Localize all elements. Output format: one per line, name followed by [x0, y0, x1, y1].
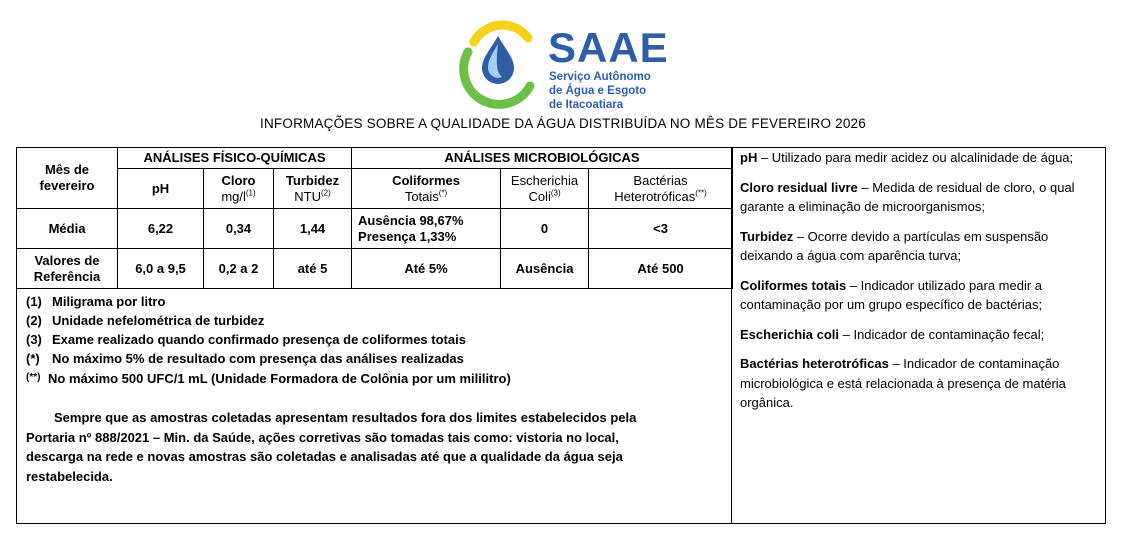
table-header-row	[17, 169, 733, 209]
glossary-desc: – Medida de residual de cloro, o qual garante a eliminação de microorganismos;	[740, 179, 1075, 214]
glossary	[740, 148, 1100, 423]
group-header-microbiological: ANÁLISES MICROBIOLÓGICAS	[352, 148, 733, 169]
glossary-item	[740, 354, 1100, 413]
col-header-cloro-label: Cloro	[221, 172, 256, 188]
table-header-row	[17, 148, 733, 169]
group-header-physicochemical: ANÁLISES FÍSICO-QUÍMICAS	[118, 148, 352, 169]
water-quality-table	[16, 147, 733, 289]
table-row	[17, 209, 733, 249]
footnote-item	[26, 311, 726, 330]
footnote-item	[26, 368, 726, 388]
col-header-coliformes-label: Coliformes	[392, 172, 460, 188]
footnote-ref: (2)	[320, 188, 331, 198]
row-label-referencia: Valores de Referência	[17, 249, 118, 289]
footnote-text: No máximo 5% de resultado com presença das análises realizadas	[52, 351, 464, 366]
col-header-bacterias-label: Bactérias	[633, 172, 688, 188]
glossary-item	[740, 178, 1100, 217]
unit-text: mg/l	[221, 188, 246, 204]
col-header-bacterias-sub	[591, 189, 730, 205]
footnote-key: (*)	[26, 351, 40, 366]
glossary-desc: – Indicador de contaminação fecal;	[839, 326, 1045, 342]
glossary-term: pH	[740, 150, 758, 165]
footnote-text: No máximo 500 UFC/1 mL (Unidade Formadora de Colônia por um mililitro)	[48, 371, 511, 386]
glossary-desc: – Ocorre devido a partículas em suspensão deixando a água com aparência turva;	[740, 228, 1049, 263]
footnote-key: (1)	[26, 294, 42, 309]
cell-ecoli: 0	[501, 209, 589, 249]
paragraph-text: Sempre que as amostras coletadas apresentam resultados fora dos limites estabelecidos pela Portaria nº 888/2021 – Min. da Saúde, ações corretivas são tomadas tais como: vistoria no local, descarga na rede e novas amostras são coletadas e analisadas até que a qualidade da água seja restabelecida.	[26, 410, 637, 484]
glossary-desc: – Utilizado para medir acidez ou alcalinidade de água;	[757, 150, 1074, 165]
glossary-item	[740, 276, 1100, 315]
logo-subtitle	[549, 70, 651, 112]
month-header-cell: Mês de fevereiro	[17, 148, 118, 209]
corrective-actions-paragraph	[26, 408, 666, 486]
col-header-coliformes-sub	[354, 189, 498, 205]
cell-bacterias: <3	[589, 209, 733, 249]
glossary-term: Escherichia coli	[740, 326, 839, 342]
header-text: Heterotróficas	[614, 188, 696, 204]
page-title: INFORMAÇÕES SOBRE A QUALIDADE DA ÁGUA DISTRIBUÍDA NO MÊS DE FEVEREIRO 2026	[260, 116, 866, 131]
col-header-ecoli	[501, 169, 589, 209]
cell-ph: 6,0 a 9,5	[118, 249, 204, 289]
footnote-key: (2)	[26, 313, 42, 328]
glossary-item	[740, 325, 1100, 345]
cell-cloro: 0,2 a 2	[204, 249, 274, 289]
col-header-turbidez	[274, 169, 352, 209]
footnote-item	[26, 292, 726, 311]
col-header-coliformes	[352, 169, 501, 209]
col-header-ph: pH	[118, 169, 204, 209]
col-header-turbidez-label: Turbidez	[285, 172, 340, 188]
footnotes	[26, 292, 726, 388]
logo-subtitle-line: de Água e Esgoto	[549, 85, 647, 97]
cell-turbidez: 1,44	[274, 209, 352, 249]
cell-bacterias: Até 500	[589, 249, 733, 289]
header-text: Totais	[404, 188, 439, 204]
coliformes-ausencia: Ausência 98,67%	[358, 212, 464, 228]
col-header-cloro-unit	[206, 189, 271, 205]
footnote-ref: (*)	[438, 188, 448, 198]
footnote-ref: (3)	[550, 188, 561, 198]
col-header-cloro	[204, 169, 274, 209]
logo-subtitle-line: de Itacoatiara	[549, 99, 624, 111]
col-header-ecoli-label: Escherichia	[510, 172, 579, 188]
glossary-term: Turbidez	[740, 228, 794, 244]
cell-ecoli: Ausência	[501, 249, 589, 289]
glossary-item	[740, 227, 1100, 266]
saae-logo	[452, 12, 692, 112]
cell-coliformes	[352, 209, 501, 249]
col-header-turbidez-unit	[276, 189, 349, 205]
glossary-item	[740, 148, 1100, 168]
glossary-term: Coliformes totais	[740, 277, 847, 293]
footnote-key: (**)	[26, 372, 41, 383]
header-text: Coli	[528, 188, 551, 204]
footnote-text: Exame realizado quando confirmado presença de coliformes totais	[52, 332, 466, 347]
glossary-term: Cloro residual livre	[740, 179, 858, 195]
cell-turbidez: até 5	[274, 249, 352, 289]
row-label-media: Média	[17, 209, 118, 249]
logo-wordmark: SAAE	[548, 24, 669, 71]
footnote-text: Miligrama por litro	[52, 294, 166, 309]
glossary-desc: – Indicador de contaminação microbiológica e está relacionada à presença de matéria orgânica.	[740, 356, 1066, 410]
footnote-ref: (1)	[245, 188, 256, 198]
cell-cloro: 0,34	[204, 209, 274, 249]
cell-coliformes: Até 5%	[352, 249, 501, 289]
table-row	[17, 249, 733, 289]
footnote-text: Unidade nefelométrica de turbidez	[52, 313, 265, 328]
glossary-desc: – Indicador utilizado para medir a contaminação por um grupo específico de bactérias;	[740, 277, 1043, 312]
unit-text: NTU	[294, 188, 321, 204]
footnote-key: (3)	[26, 332, 42, 347]
footnote-item	[26, 349, 726, 368]
footnote-ref: (**)	[695, 188, 707, 198]
logo-subtitle-line: Serviço Autônomo	[549, 71, 651, 83]
cell-ph: 6,22	[118, 209, 204, 249]
col-header-bacterias	[589, 169, 733, 209]
water-drop-logo-icon	[452, 12, 547, 112]
footnote-item	[26, 330, 726, 349]
col-header-ecoli-sub	[503, 189, 586, 205]
glossary-term: Bactérias heterotróficas	[740, 356, 889, 371]
coliformes-presenca: Presença 1,33%	[358, 228, 457, 244]
